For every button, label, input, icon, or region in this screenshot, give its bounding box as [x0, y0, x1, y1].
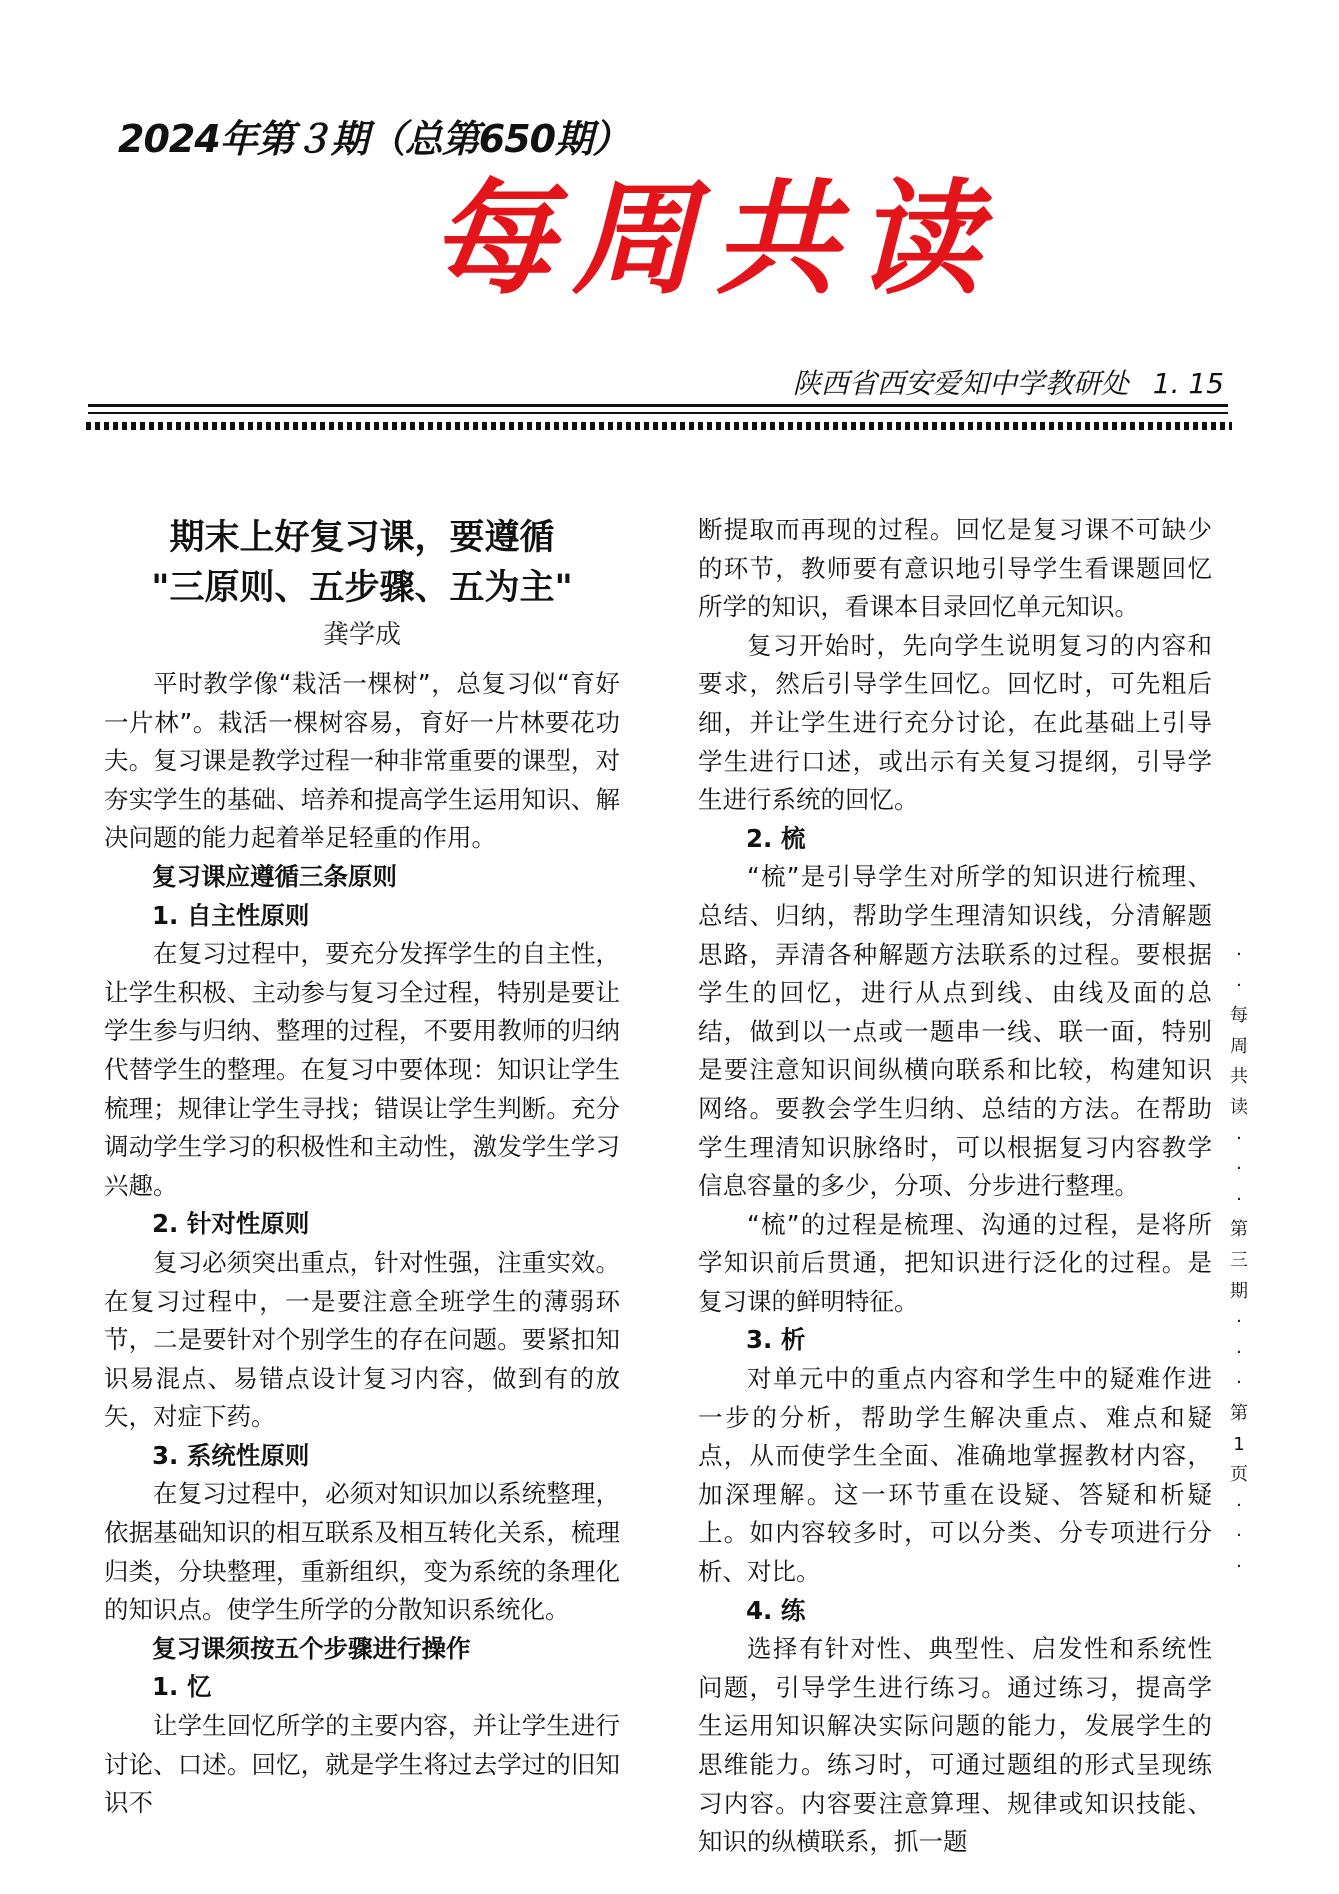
org-name: 陕西省西安爱知中学教研处 [792, 367, 1129, 400]
step-1-text-start: 让学生回忆所学的主要内容，并让学生进行讨论、口述。回忆，就是学生将过去学过的旧知识不 [104, 1711, 620, 1818]
right-column [698, 511, 1212, 1862]
org-line [793, 362, 1224, 402]
sidebar-char: · [1236, 974, 1242, 996]
principles-heading: 复习课应遵循三条原则 [152, 861, 397, 891]
step-4-heading: 4. 练 [746, 1595, 806, 1625]
step-2-text-2: “梳”的过程是梳理、沟通的过程，是将所学知识前后贯通，把知识进行泛化的过程。是复习课的鲜明特征。 [698, 1209, 1212, 1316]
sidebar-char: · [1236, 1494, 1242, 1516]
page-sidebar-label [1228, 940, 1250, 1582]
issue-number: 2024年第３期（总第650期） [118, 117, 630, 161]
principle-2-text: 复习必须突出重点，针对性强，注重实效。在复习过程中，一是要注意全班学生的薄弱环节，二是要针对个别学生的存在问题。要紧扣知识易混点、易错点设计复习内容，做到有的放矢，对症下药。 [104, 1247, 620, 1432]
sidebar-char: 读 [1230, 1096, 1248, 1118]
step-3-heading: 3. 析 [746, 1325, 806, 1355]
issue-date: 1. 15 [1152, 367, 1224, 400]
sidebar-char: 期 [1230, 1280, 1248, 1302]
principle-1-text: 在复习过程中，要充分发挥学生的自主性，让学生积极、主动参与复习全过程，特别是要让学生参与归纳、整理的过程，不要用教师的归纳代替学生的整理。在复习中要体现：知识让学生梳理；规律让学生寻找；错误让学生判断。充分调动学生学习的积极性和主动性，激发学生学习兴趣。 [104, 939, 620, 1200]
sidebar-char: · [1236, 1341, 1242, 1363]
sidebar-char: · [1236, 1188, 1242, 1210]
step-4-text: 选择有针对性、典型性、启发性和系统性问题，引导学生进行练习。通过练习，提高学生运用知识解决实际问题的能力，发展学生的思维能力。练习时，可通过题组的形式呈现练习内容。内容要注意算理、规律或知识技能、知识的纵横联系，抓一题 [698, 1634, 1212, 1857]
principle-3-heading: 3. 系统性原则 [152, 1440, 310, 1470]
step-2-heading: 2. 梳 [746, 823, 806, 853]
sidebar-char: · [1236, 944, 1242, 965]
sidebar-char: 三 [1230, 1249, 1248, 1271]
step-2-text: “梳”是引导学生对所学的知识进行梳理、总结、归纳，帮助学生理清知识线，分清解题思路，弄清各种解题方法联系的过程。要根据学生的回忆，进行从点到线、由线及面的总结，做到以一点或一题串一线、联一面，特别是要注意知识间纵横向联系和比较，构建知识网络。要教会学生归纳、总结的方法。在帮助学生理清知识脉络时，可以根据复习内容教学信息容量的多少，分项、分步进行整理。 [698, 862, 1212, 1201]
title-line-1: 期末上好复习课，要遵循 [169, 518, 555, 558]
left-column [104, 513, 620, 1823]
sidebar-char: 1 [1233, 1433, 1245, 1455]
sidebar-char: 每 [1230, 1005, 1248, 1027]
step-1-heading: 1. 忆 [152, 1672, 212, 1702]
sidebar-char: 共 [1230, 1066, 1248, 1088]
title-line-2: "三原则、五步骤、五为主" [151, 568, 573, 608]
sidebar-char: · [1236, 1525, 1242, 1547]
sidebar-char: · [1236, 1127, 1242, 1149]
header-rule-thick [88, 404, 1228, 407]
article-title [104, 513, 620, 613]
step-1-text-continued: 断提取而再现的过程。回忆是复习课不可缺少的环节，教师要有意识地引导学生看课题回忆所学的知识，看课本目录回忆单元知识。 [698, 515, 1212, 622]
principle-2-heading: 2. 针对性原则 [152, 1209, 310, 1239]
sidebar-char: · [1236, 1555, 1242, 1577]
sidebar-char: 周 [1230, 1035, 1248, 1057]
sidebar-char: · [1236, 1372, 1242, 1394]
step-3-text: 对单元中的重点内容和学生中的疑难作进一步的分析，帮助学生解决重点、难点和疑点，从而使学生全面、准确地掌握教材内容，加深理解。这一环节重在设疑、答疑和析疑上。如内容较多时，可以分类、分专项进行分析、对比。 [698, 1364, 1212, 1587]
sidebar-char: · [1236, 1311, 1242, 1333]
principle-1-heading: 1. 自主性原则 [152, 900, 310, 930]
principle-3-text: 在复习过程中，必须对知识加以系统整理，依据基础知识的相互联系及相互转化关系，梳理归类，分块整理，重新组织，变为系统的条理化的知识点。使学生所学的分散知识系统化。 [104, 1479, 620, 1625]
header-rule-dotted [86, 422, 1232, 430]
sidebar-char: 页 [1230, 1464, 1248, 1486]
header-rule-thin [88, 412, 1228, 414]
sidebar-char: 第 [1230, 1219, 1248, 1241]
intro-paragraph: 平时教学像“栽活一棵树”，总复习似“育好一片林”。栽活一棵树容易，育好一片林要花功夫。复习课是教学过程一种非常重要的课型，对夯实学生的基础、培养和提高学生运用知识、解决问题的能力起着举足轻重的作用。 [104, 669, 620, 853]
masthead-logo: 每周共读 [430, 167, 999, 312]
author: 龚学成 [322, 620, 401, 650]
sidebar-char: 第 [1230, 1402, 1248, 1424]
sidebar-char: · [1236, 1158, 1242, 1180]
steps-heading: 复习课须按五个步骤进行操作 [152, 1633, 471, 1663]
step-1-text-2: 复习开始时，先向学生说明复习的内容和要求，然后引导学生回忆。回忆时，可先粗后细，并让学生进行充分讨论，在此基础上引导学生进行口述，或出示有关复习提纲，引导学生进行系统的回忆。 [698, 630, 1212, 815]
